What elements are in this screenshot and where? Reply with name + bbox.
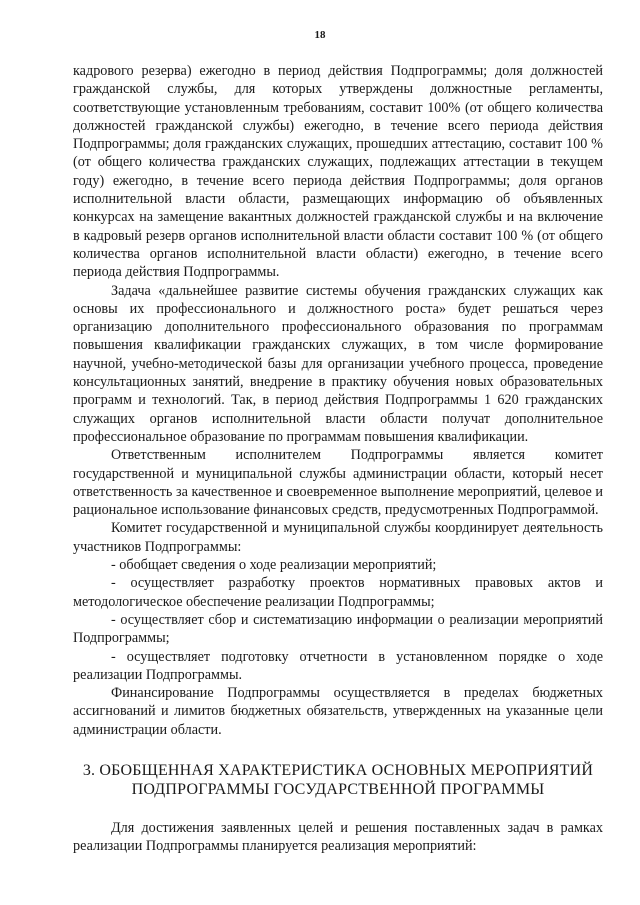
- document-body: [73, 62, 603, 856]
- section-heading-line-1: 3. ОБОБЩЕННАЯ ХАРАКТЕРИСТИКА ОСНОВНЫХ МЕРОПРИЯТИЙ: [82, 761, 594, 779]
- page-number: 18: [314, 29, 326, 41]
- section-heading: [73, 761, 603, 799]
- paragraph-training-task: Задача «дальнейшее развитие системы обучения гражданских служащих как основы их профессионального и должностного роста» будет решаться через организацию дополнительного профессионального образования по программам повышения квалификации гражданских служащих, в том числе формирование научной, учебно-методической базы для организации учебного процесса, проведение консультационных занятий, внедрение в практику обучения новых образовательных программ и технологий. Так, в период действия Подпрограммы 1 620 гражданских служащих органов исполнительной власти области получат дополнительное профессиональное образование по программам повышения квалификации.: [73, 282, 603, 445]
- paragraph-personnel-reserve: кадрового резерва) ежегодно в период действия Подпрограммы; доля должностей гражданской службы, для которых утверждены должностные регламенты, соответствующие установленным требованиям, составит 100% (от общего количества должностей гражданской службы) ежегодно, в течение всего периода действия Подпрограммы; доля гражданских служащих, прошедших аттестацию, составит 100 % (от общего количества гражданских служащих, подлежащих аттестации в текущем году) ежегодно, в течение всего периода действия Подпрограммы; доля органов исполнительной власти области, размещающих информацию об объявленных конкурсах на замещение вакантных должностей гражданской службы и на включение в кадровый резерв органов исполнительной власти области составит 100 % (от общего количества органов исполнительной власти области) ежегодно, в течение всего периода действия Подпрограммы.: [73, 63, 603, 281]
- paragraph-financing: Финансирование Подпрограммы осуществляется в пределах бюджетных ассигнований и лимитов бюджетных обязательств, утвержденных на указанные цели администрации области.: [73, 685, 603, 738]
- paragraph-activities-intro: Для достижения заявленных целей и решения поставленных задач в рамках реализации Подпрограммы планируется реализация мероприятий:: [73, 819, 603, 855]
- paragraph-committee-coordinates: Комитет государственной и муниципальной службы координирует деятельность участников Подпрограммы:: [73, 520, 603, 555]
- list-item-summarizes: - обобщает сведения о ходе реализации мероприятий;: [111, 557, 437, 574]
- section-heading-line-2: ПОДПРОГРАММЫ ГОСУДАРСТВЕННОЙ ПРОГРАММЫ: [131, 780, 545, 798]
- list-item-develops: - осуществляет разработку проектов нормативных правовых актов и методологическое обеспечение реализации Подпрограммы;: [73, 575, 603, 610]
- list-item-reports: - осуществляет подготовку отчетности в установленном порядке о ходе реализации Подпрограммы.: [73, 648, 603, 683]
- paragraph-responsible-executor: Ответственным исполнителем Подпрограммы является комитет государственной и муниципальной службы администрации области, который несет ответственность за качественное и своевременное выполнение мероприятий, целевое и рациональное использование финансовых средств, предусмотренных Подпрограммой.: [73, 447, 603, 519]
- list-item-collects: - осуществляет сбор и систематизацию информации о реализации мероприятий Подпрограммы;: [73, 611, 603, 647]
